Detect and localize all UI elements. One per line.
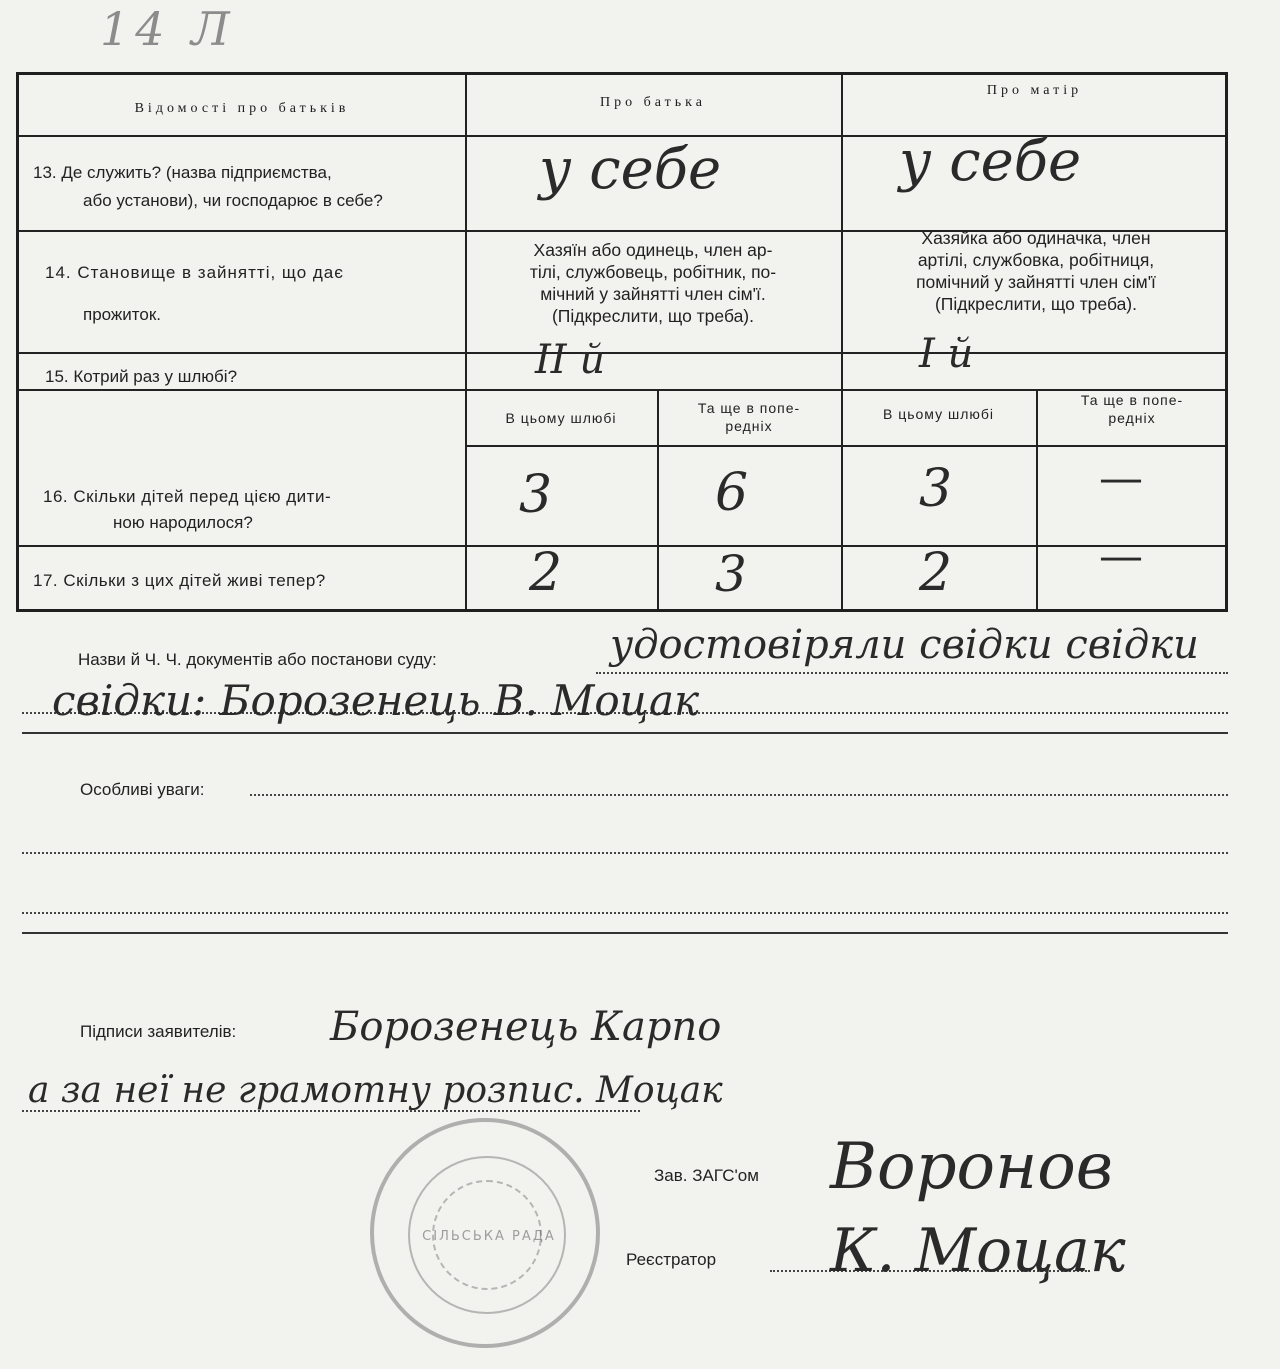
row-divider — [465, 445, 1225, 447]
documents-label: Назви й Ч. Ч. документів або постанови суду: — [78, 650, 437, 669]
corner-handwritten-note: 14 Л — [100, 2, 236, 56]
father-option-line: тілі, службовець, робітник, по- — [529, 262, 777, 282]
subheader-line: редніх — [725, 418, 773, 434]
header-father: Про батька — [600, 95, 706, 110]
remarks-line — [22, 912, 1228, 914]
q17-mother-previous: — — [1099, 531, 1143, 582]
father-option-line: (Підкреслити, що треба). — [551, 306, 754, 326]
q13-line2: або установи), чи господарює в себе? — [83, 191, 383, 210]
head-label: Зав. ЗАГС'ом — [654, 1166, 759, 1185]
official-stamp — [370, 1118, 600, 1348]
subheader-line: редніх — [1108, 410, 1156, 426]
documents-handwritten-2: свідки: Борозенець В. Моцак — [52, 676, 700, 725]
applicant-signature: Борозенець Карпо — [330, 1004, 722, 1050]
head-signature: Воронов — [830, 1130, 1113, 1204]
subheader-line: Та ще в попе- — [697, 400, 801, 416]
stamp-text: СІЛЬСЬКА РАДА — [422, 1229, 556, 1244]
subheader-mother-previous — [1036, 391, 1228, 427]
q16-mother-previous: — — [1099, 453, 1143, 504]
remarks-line — [250, 794, 1228, 796]
subheader-mother-this: В цьому шлюбі — [882, 406, 995, 422]
q15-father-answer: II й — [535, 337, 606, 383]
q14-father-options — [475, 239, 831, 327]
q16-line1: 16. Скільки дітей перед цією дити- — [43, 487, 332, 506]
mother-option-line: артілі, службовка, робітниця, — [917, 250, 1155, 270]
parents-info-table — [16, 72, 1228, 612]
signatures-label: Підписи заявителів: — [80, 1022, 237, 1041]
q17-mother-this: 2 — [919, 543, 953, 603]
row-divider — [19, 352, 1225, 354]
q14-mother-options — [851, 227, 1221, 315]
q16-father-previous: 6 — [715, 463, 749, 523]
documents-handwritten-1: удостовіряли свідки свідки — [610, 622, 1199, 668]
q14-line2: прожиток. — [83, 305, 162, 324]
q17-father-previous: 3 — [715, 545, 747, 603]
remarks-line — [22, 932, 1228, 934]
q13-father-answer: у себе — [539, 137, 722, 202]
father-option-line: Хазяїн або одинець, член ар- — [533, 240, 773, 260]
subheader-line: Та ще в попе- — [1080, 392, 1184, 408]
father-option-line: мічний у зайнятті член сім'ї. — [540, 284, 766, 304]
column-divider — [841, 75, 843, 609]
q13-mother-answer: у себе — [899, 129, 1082, 194]
q16-father-this: 3 — [519, 465, 553, 525]
q16-mother-this: 3 — [919, 459, 953, 519]
q14-line1: 14. Становище в зайнятті, що дає — [45, 263, 344, 282]
documents-line — [22, 732, 1228, 734]
q15-mother-answer: I й — [919, 331, 974, 377]
q16-line2: ною народилося? — [113, 513, 253, 532]
q13-line1: 13. Де служить? (назва підприємства, — [33, 163, 332, 182]
documents-line — [596, 672, 1228, 674]
header-mother: Про матір — [986, 83, 1083, 98]
q17-father-this: 2 — [529, 543, 563, 603]
mother-option-line: (Підкреслити, що треба). — [934, 294, 1137, 314]
applicant-signature-2: а за неї не грамотну розпис. Моцак — [28, 1070, 723, 1111]
subheader-father-previous — [657, 399, 841, 435]
q15-label: 15. Котрий раз у шлюбі? — [45, 367, 238, 386]
mother-option-line: Хазяйка або одиначка, член — [921, 228, 1151, 248]
registrar-signature: К. Моцак — [830, 1216, 1126, 1286]
row-divider — [19, 545, 1225, 547]
mother-option-line: помічний у зайнятті член сім'ї — [916, 272, 1156, 292]
subheader-father-this: В цьому шлюбі — [505, 410, 617, 426]
header-info: Відомості про батьків — [134, 101, 350, 116]
remarks-label: Особливі уваги: — [80, 780, 205, 799]
column-divider — [465, 75, 467, 609]
registrar-label: Реєстратор — [626, 1250, 717, 1269]
q17-label: 17. Скільки з цих дітей живі тепер? — [33, 571, 326, 590]
remarks-line — [22, 852, 1228, 854]
